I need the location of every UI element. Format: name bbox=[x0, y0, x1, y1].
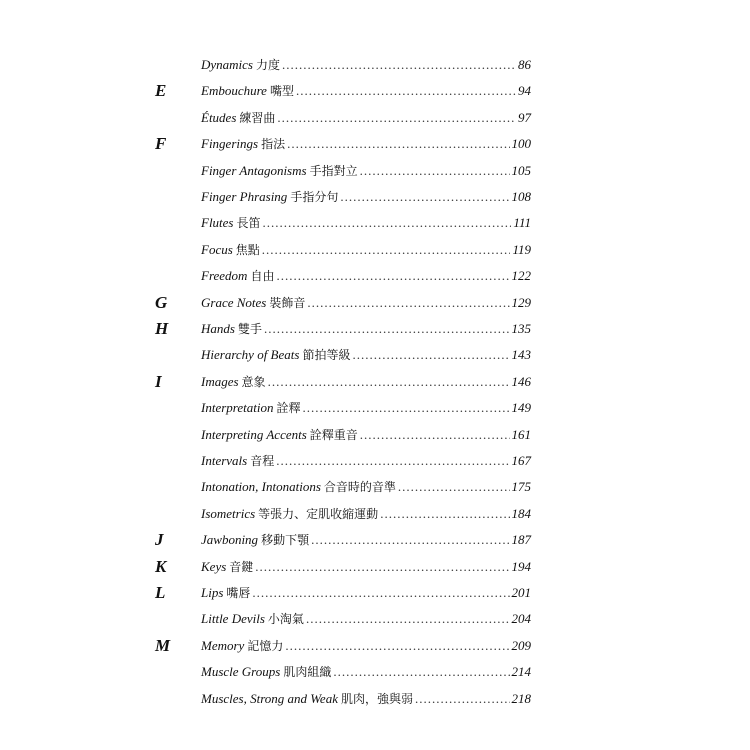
entry-term: Freedom bbox=[201, 268, 248, 284]
toc-entry bbox=[0, 686, 750, 712]
entry-chinese-term: 記憶力 bbox=[247, 638, 284, 653]
entry-chinese-term: 肌肉組織 bbox=[283, 665, 332, 680]
entry-chinese-term: 手指分句 bbox=[290, 190, 339, 204]
section-letter: G bbox=[155, 292, 168, 312]
toc-entry bbox=[0, 606, 750, 632]
dot-leader bbox=[360, 422, 510, 448]
dot-leader bbox=[398, 474, 510, 500]
section-letter: J bbox=[155, 530, 164, 550]
dot-leader bbox=[306, 606, 510, 632]
toc-entry bbox=[0, 501, 750, 527]
dot-leader bbox=[333, 659, 509, 685]
entry-chinese-term: 詮釋 bbox=[276, 401, 301, 416]
dot-leader bbox=[352, 342, 509, 368]
toc-entry-line bbox=[201, 369, 531, 395]
entry-term: Flutes bbox=[201, 215, 234, 231]
toc-entry-line bbox=[201, 580, 531, 606]
dot-leader bbox=[285, 633, 509, 659]
page-number: 135 bbox=[511, 321, 531, 336]
entry-term: Intonation, Intonations bbox=[201, 479, 321, 495]
toc-entry bbox=[0, 527, 750, 553]
entry-term: Muscle Groups bbox=[201, 664, 281, 680]
entry-chinese-term: 指法 bbox=[261, 137, 286, 152]
toc-entry-line bbox=[201, 184, 531, 210]
dot-leader bbox=[263, 210, 512, 236]
toc-entry-line bbox=[201, 633, 531, 659]
page-number: 209 bbox=[511, 637, 531, 653]
page-number: 214 bbox=[511, 664, 531, 680]
entry-term: Interpretation bbox=[201, 400, 274, 416]
entry-chinese-term: 移動下顎 bbox=[261, 533, 310, 548]
toc-entry bbox=[0, 158, 750, 184]
dot-leader bbox=[252, 580, 509, 606]
dot-leader bbox=[276, 263, 509, 289]
entry-chinese-term: 小淘氣 bbox=[267, 612, 304, 627]
dot-leader bbox=[262, 237, 511, 263]
dot-leader bbox=[380, 501, 509, 527]
dot-leader bbox=[307, 290, 509, 316]
entry-chinese-term: 合音時的音準 bbox=[323, 480, 396, 495]
page-number: 143 bbox=[511, 347, 531, 363]
toc-entry-line bbox=[201, 659, 531, 685]
entry-term: Embouchure bbox=[201, 83, 267, 99]
page-number: 204 bbox=[511, 611, 531, 627]
page-number: 218 bbox=[511, 690, 531, 706]
page-number: 175 bbox=[511, 479, 531, 495]
entry-chinese-term: 肌肉，強與弱 bbox=[340, 691, 413, 706]
section-letter: L bbox=[155, 583, 166, 602]
section-letter: F bbox=[155, 134, 167, 154]
entry-chinese-term: 詮釋重音 bbox=[309, 427, 358, 442]
toc-entry bbox=[0, 131, 750, 157]
page-number: 111 bbox=[513, 215, 531, 231]
toc-entry-line bbox=[201, 448, 531, 474]
toc-entry bbox=[0, 184, 750, 210]
section-letter: M bbox=[155, 635, 171, 655]
dot-leader bbox=[277, 105, 516, 131]
toc-entry-line bbox=[201, 342, 531, 368]
toc-entry bbox=[0, 316, 750, 342]
toc-entry-line bbox=[201, 501, 531, 527]
section-letter: E bbox=[155, 81, 167, 101]
entry-term: Isometrics bbox=[201, 505, 256, 521]
toc-entry-line bbox=[201, 290, 531, 316]
entry-chinese-term: 等張力、定肌收縮運動 bbox=[258, 506, 379, 521]
toc-entry-line bbox=[201, 158, 531, 184]
toc-entry bbox=[0, 659, 750, 685]
toc-entry-line bbox=[201, 131, 531, 157]
toc-entry bbox=[0, 342, 750, 368]
toc-entry-line bbox=[201, 237, 531, 263]
dot-leader bbox=[415, 686, 510, 712]
section-letter: K bbox=[155, 556, 167, 576]
page-number: 161 bbox=[511, 426, 531, 442]
page-number: 86 bbox=[518, 57, 531, 72]
entry-term: Little Devils bbox=[201, 611, 265, 627]
entry-term: Muscles, Strong and Weak bbox=[201, 690, 338, 706]
toc-entry-line bbox=[201, 686, 531, 712]
entry-chinese-term: 意象 bbox=[241, 374, 266, 389]
dot-leader bbox=[340, 184, 509, 210]
entry-term: Finger Antagonisms bbox=[201, 162, 307, 178]
section-letter: I bbox=[155, 371, 162, 391]
toc-entry-line bbox=[201, 105, 531, 131]
entry-term: Hierarchy of Beats bbox=[201, 347, 300, 363]
entry-term: Finger Phrasing bbox=[201, 189, 288, 204]
dot-leader bbox=[311, 527, 509, 553]
toc-entry bbox=[0, 580, 750, 606]
dot-leader bbox=[276, 448, 509, 474]
toc-entry-line bbox=[201, 78, 531, 104]
toc-entry bbox=[0, 395, 750, 421]
entry-term: Hands bbox=[201, 321, 235, 336]
page-number: 108 bbox=[511, 189, 531, 204]
page-number: 100 bbox=[511, 136, 531, 152]
page-number: 201 bbox=[511, 585, 531, 600]
entry-chinese-term: 嘴唇 bbox=[226, 586, 251, 600]
entry-chinese-term: 雙手 bbox=[237, 322, 262, 336]
dot-leader bbox=[268, 369, 510, 395]
entry-term: Grace Notes bbox=[201, 294, 267, 310]
dot-leader bbox=[296, 78, 516, 104]
section-letter: H bbox=[155, 319, 169, 338]
entry-chinese-term: 音程 bbox=[250, 454, 275, 468]
toc-entry-line bbox=[201, 316, 531, 342]
toc-entry bbox=[0, 290, 750, 316]
entry-chinese-term: 焦點 bbox=[235, 242, 260, 257]
toc-entry bbox=[0, 448, 750, 474]
page-number: 149 bbox=[511, 400, 531, 416]
page-number: 187 bbox=[511, 532, 531, 548]
entry-term: Images bbox=[201, 373, 239, 389]
toc-entry bbox=[0, 422, 750, 448]
entry-chinese-term: 音鍵 bbox=[229, 559, 254, 574]
toc-entry bbox=[0, 263, 750, 289]
page-number: 146 bbox=[511, 373, 531, 389]
toc-entry bbox=[0, 210, 750, 236]
toc-entry-line bbox=[201, 527, 531, 553]
entry-chinese-term: 嘴型 bbox=[269, 84, 294, 99]
toc-entry bbox=[0, 52, 750, 78]
page-number: 94 bbox=[518, 83, 531, 99]
page-number: 129 bbox=[511, 294, 531, 310]
dot-leader bbox=[360, 158, 510, 184]
entry-term: Interpreting Accents bbox=[201, 426, 307, 442]
page-number: 194 bbox=[511, 558, 531, 574]
dot-leader bbox=[287, 131, 509, 157]
page-number: 184 bbox=[511, 505, 531, 521]
entry-term: Keys bbox=[201, 558, 227, 574]
toc-entry-line bbox=[201, 263, 531, 289]
entry-term: Jawboning bbox=[201, 532, 259, 548]
entry-term: Memory bbox=[201, 637, 245, 653]
page-number: 167 bbox=[511, 453, 531, 468]
entry-chinese-term: 長笛 bbox=[236, 216, 261, 231]
entry-chinese-term: 力度 bbox=[256, 58, 281, 72]
entry-term: Lips bbox=[201, 585, 224, 600]
toc-entry-line bbox=[201, 606, 531, 632]
toc-entry-line bbox=[201, 395, 531, 421]
toc-entry bbox=[0, 105, 750, 131]
toc-entry-line bbox=[201, 52, 531, 78]
toc-entry bbox=[0, 554, 750, 580]
entry-term: Intervals bbox=[201, 453, 248, 468]
entry-chinese-term: 自由 bbox=[250, 269, 275, 284]
page-number: 97 bbox=[518, 109, 531, 125]
toc-entry bbox=[0, 633, 750, 659]
dot-leader bbox=[264, 316, 510, 342]
entry-chinese-term: 節拍等級 bbox=[302, 348, 351, 363]
entry-term: Études bbox=[201, 109, 237, 125]
entry-chinese-term: 練習曲 bbox=[239, 110, 276, 125]
page-number: 122 bbox=[511, 268, 531, 284]
toc-entry-line bbox=[201, 554, 531, 580]
entry-term: Fingerings bbox=[201, 136, 259, 152]
entry-chinese-term: 手指對立 bbox=[309, 163, 358, 178]
toc-entry-line bbox=[201, 210, 531, 236]
page-number: 105 bbox=[511, 162, 531, 178]
entry-term: Focus bbox=[201, 241, 233, 257]
dot-leader bbox=[255, 554, 509, 580]
dot-leader bbox=[302, 395, 509, 421]
entry-term: Dynamics bbox=[201, 57, 253, 72]
toc-entry-line bbox=[201, 422, 531, 448]
page-number: 119 bbox=[512, 241, 531, 257]
toc-entry-line bbox=[201, 474, 531, 500]
toc-entry bbox=[0, 78, 750, 104]
toc-entry bbox=[0, 474, 750, 500]
entry-chinese-term: 裝飾音 bbox=[269, 295, 306, 310]
toc-entry bbox=[0, 237, 750, 263]
dot-leader bbox=[282, 52, 516, 78]
toc-entry bbox=[0, 369, 750, 395]
